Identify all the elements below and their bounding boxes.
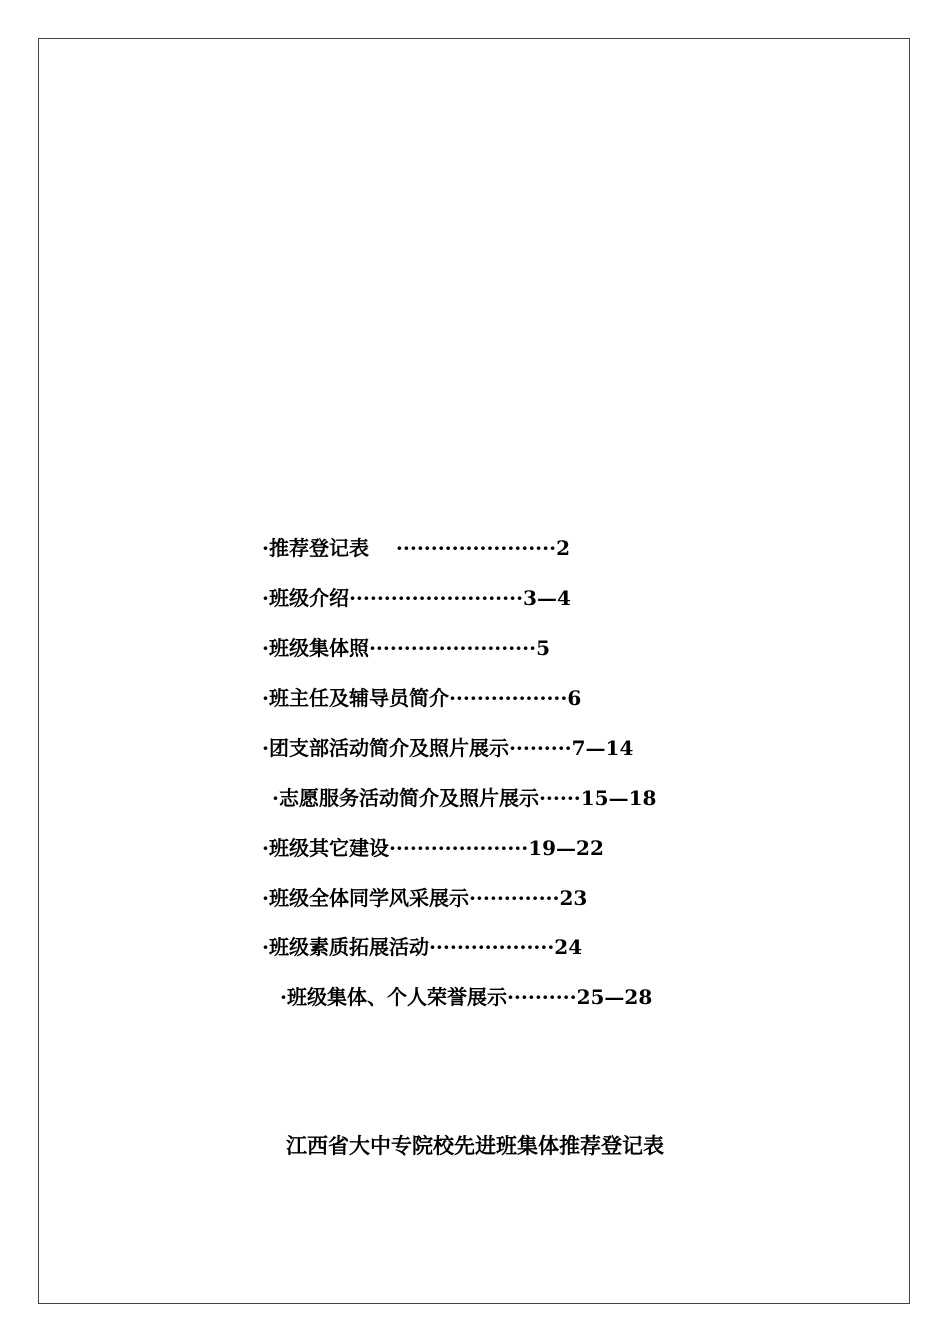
toc-item-class-intro: ·班级介绍·························3—4 (262, 586, 571, 610)
document-title: 江西省大中专院校先进班集体推荐登记表 (286, 1133, 664, 1158)
toc-item-registration-form: ·推荐登记表 ·······················2 (262, 536, 570, 560)
page-border (38, 38, 910, 1304)
toc-item-quality-activities: ·班级素质拓展活动··················24 (262, 935, 583, 959)
toc-item-other-construction: ·班级其它建设····················19—22 (262, 836, 604, 860)
toc-item-honors-showcase: ·班级集体、个人荣誉展示··········25—28 (280, 985, 653, 1009)
toc-item-league-activities: ·团支部活动简介及照片展示·········7—14 (262, 736, 634, 760)
toc-item-volunteer-activities: ·志愿服务活动简介及照片展示······15—18 (272, 786, 657, 810)
toc-item-classmates-showcase: ·班级全体同学风采展示·············23 (262, 886, 588, 910)
toc-item-advisor-intro: ·班主任及辅导员简介·················6 (262, 686, 582, 710)
toc-item-class-photo: ·班级集体照························5 (262, 636, 550, 660)
